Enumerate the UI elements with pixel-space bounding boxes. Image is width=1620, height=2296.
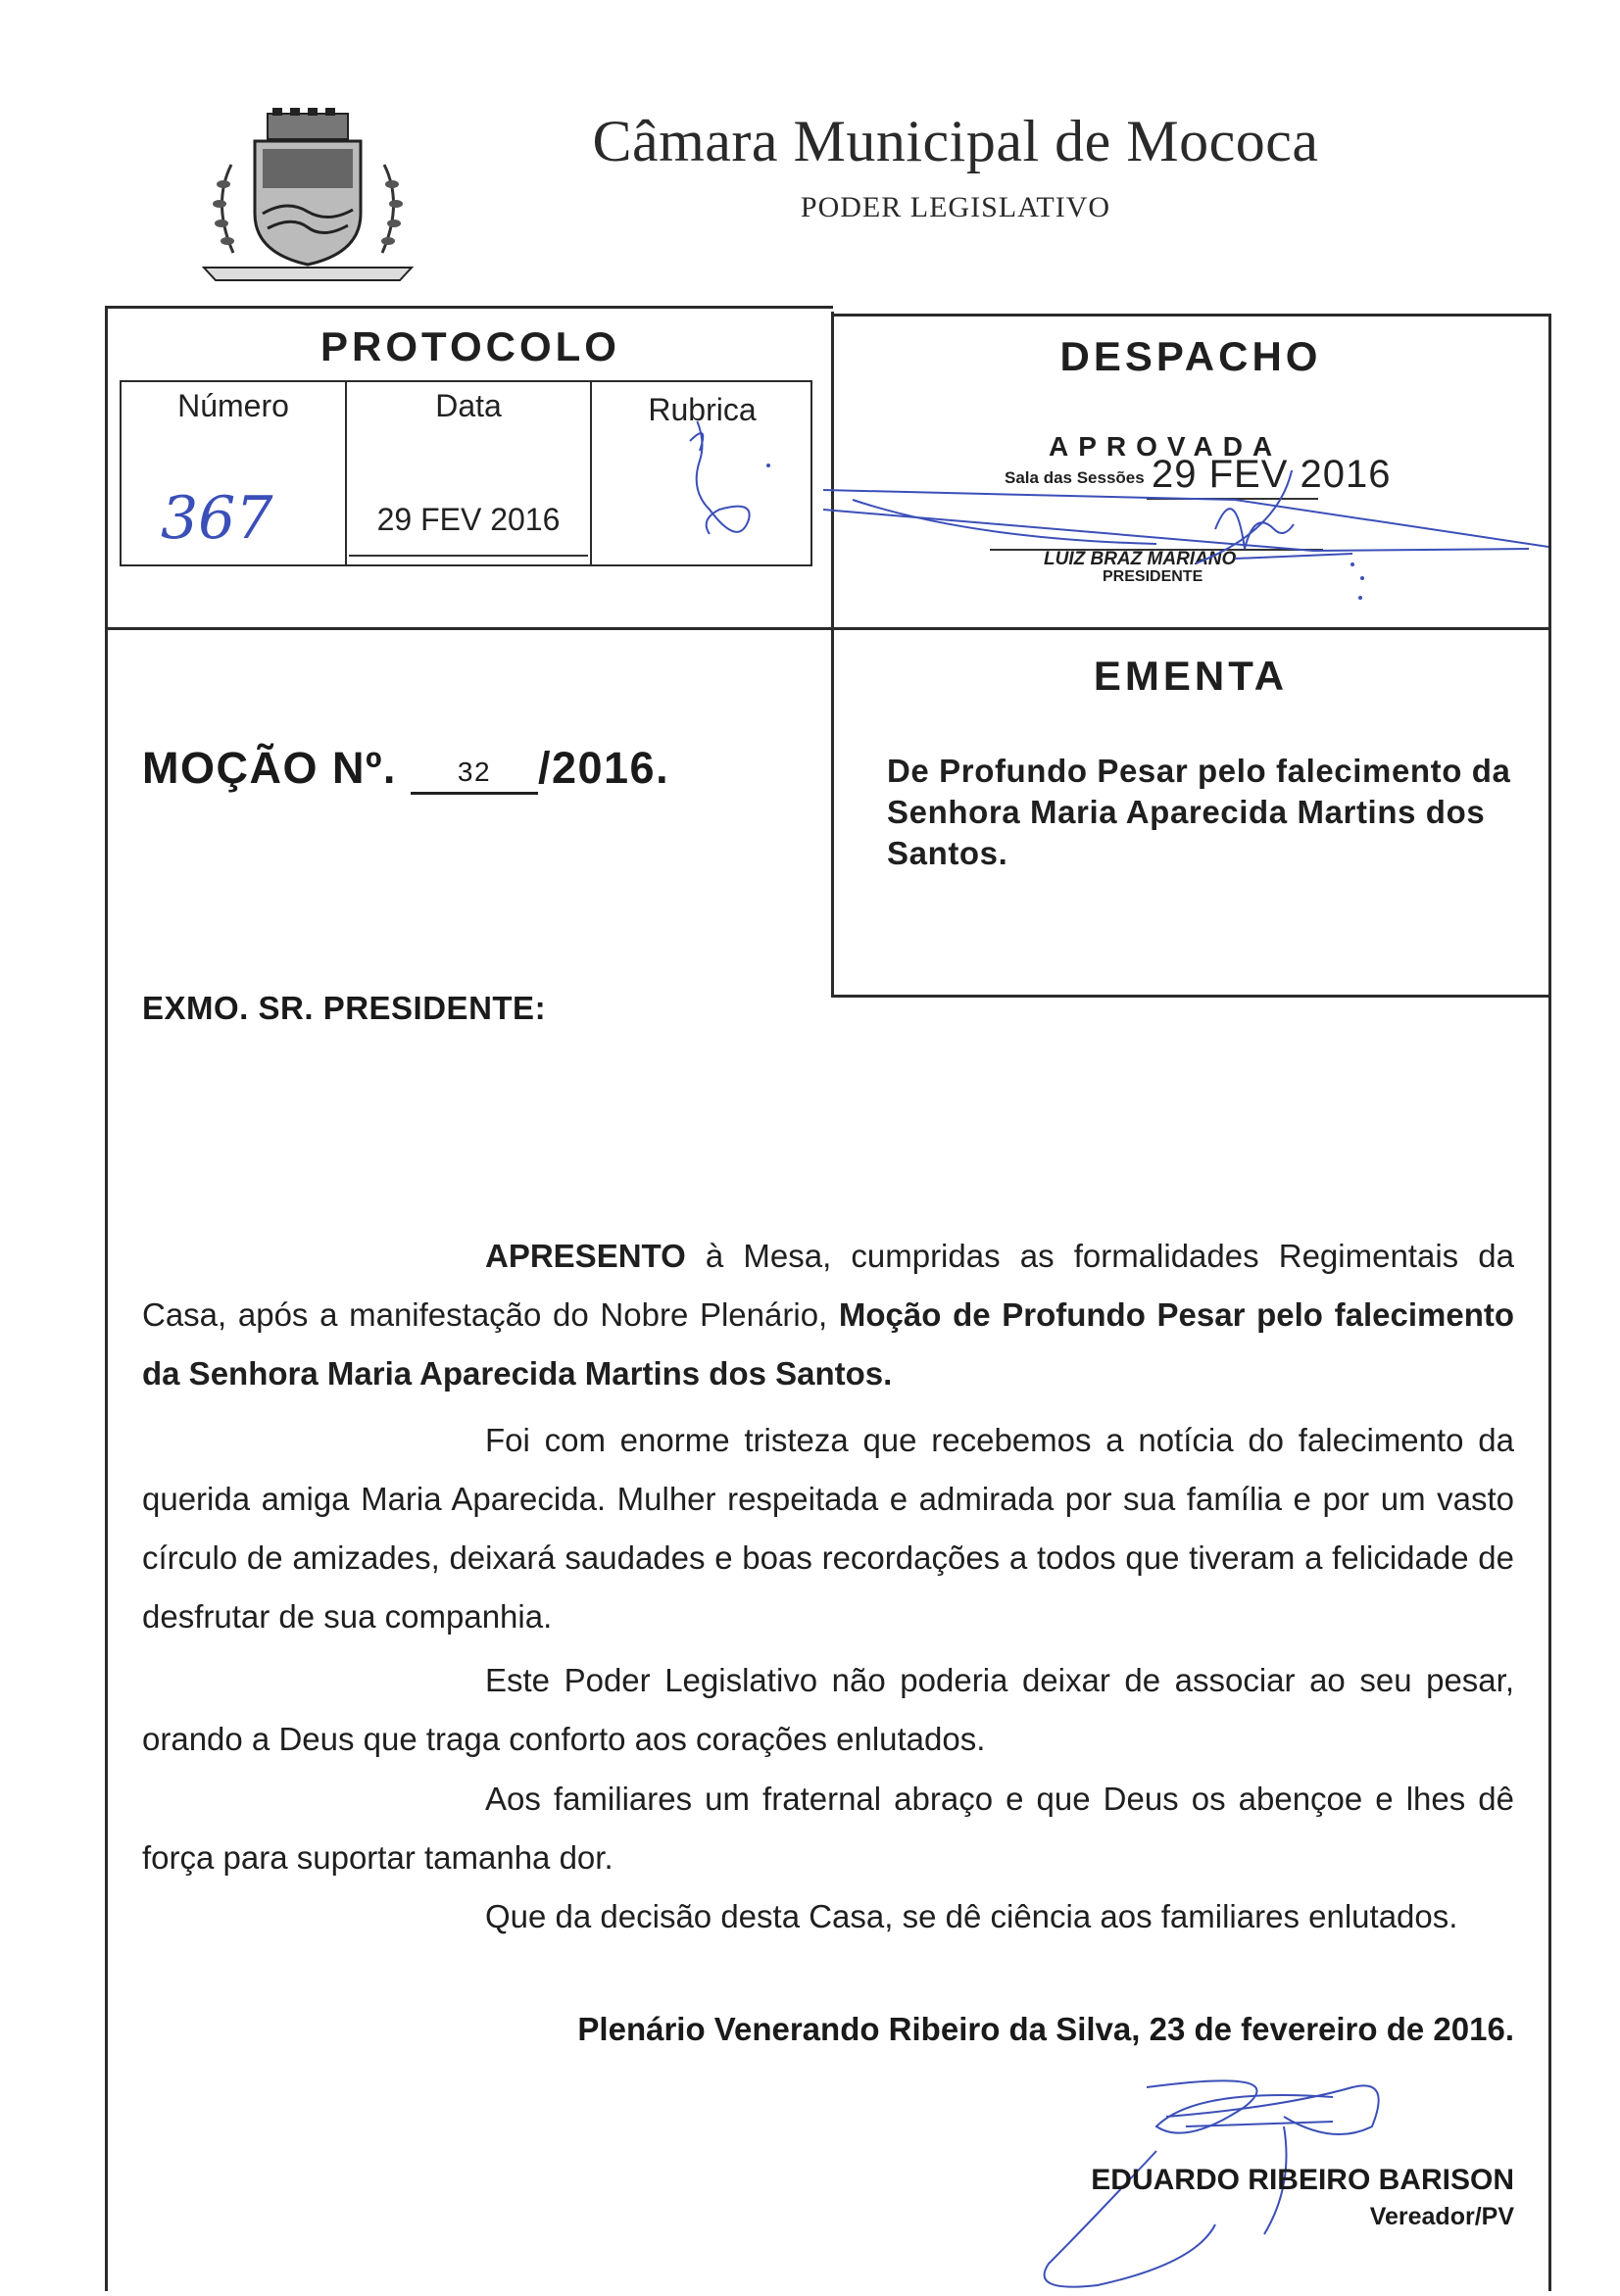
- mocao-year: /2016.: [537, 743, 670, 793]
- protocolo-header-data: Data: [435, 388, 502, 423]
- frame-divider-horizontal: [105, 627, 1551, 630]
- signer-role: Vereador/PV: [1369, 2203, 1514, 2230]
- stamp-aprovada: APROVADA: [1049, 431, 1283, 462]
- body-paragraph-1: [142, 1227, 1514, 1403]
- protocolo-header-rubrica: Rubrica: [648, 392, 757, 427]
- stamp-date: 29 FEV 2016: [1152, 453, 1392, 496]
- ementa-text: De Profundo Pesar pelo falecimento da Senhora Maria Aparecida Martins dos Santos.: [887, 753, 1511, 871]
- protocolo-table: [120, 380, 812, 566]
- body-p1-text: à Mesa, cumpridas as formalidades Regimentais da Casa, após a manifestação do Nobre Plenário,: [142, 1238, 1514, 1333]
- stamp-president-role: PRESIDENTE: [1103, 568, 1203, 585]
- mocao-number: 32: [411, 753, 538, 795]
- despacho-title: DESPACHO: [1059, 333, 1322, 379]
- body-paragraph-5: [142, 1887, 1514, 1946]
- body-p4-text: Aos familiares um fraternal abraço e que Deus os abençoe e lhes dê força para suportar tamanha dor.: [142, 1781, 1514, 1876]
- protocolo-header-numero: Número: [177, 388, 289, 423]
- body-paragraph-2: [142, 1411, 1514, 1646]
- despacho-pen-strokes-icon: [823, 470, 1548, 622]
- mocao-label: MOÇÃO Nº.: [142, 743, 397, 793]
- signer-name: EDUARDO RIBEIRO BARISON: [1091, 2164, 1514, 2196]
- institution-title: Câmara Municipal de Mococa: [592, 109, 1319, 173]
- body-p3-text: Este Poder Legislativo não poderia deixar de associar ao seu pesar, orando a Deus que traga conforto aos corações enlutados.: [142, 1662, 1514, 1757]
- frame-top-right: [833, 314, 1551, 317]
- municipal-crest-logo: [194, 106, 421, 282]
- protocolo-title: PROTOCOLO: [320, 323, 620, 369]
- rubrica-signature-icon: [670, 421, 788, 563]
- body-paragraph-4: [142, 1770, 1514, 1887]
- protocolo-numero-value: 367: [161, 484, 273, 553]
- stamp-president-name: LUIZ BRAZ MARIANO: [1044, 549, 1237, 569]
- salutation: EXMO. SR. PRESIDENTE:: [142, 990, 547, 1026]
- body-p1-bold: Moção de Profundo Pesar pelo falecimento da Senhora Maria Aparecida Martins dos Santos.: [142, 1296, 1514, 1392]
- body-p1-lead: APRESENTO: [485, 1238, 686, 1274]
- body-p2-text: Foi com enorme tristeza que recebemos a notícia do falecimento da querida amiga Maria Aparecida. Mulher respeitada e admirada por sua família e por um vasto círculo de amizades, deixará saudades e boas recordações a todos que tiveram a felicidade de desfrutar de sua companhia.: [142, 1422, 1514, 1635]
- frame-right-border: [1548, 314, 1551, 2291]
- frame-top-left: [105, 306, 833, 309]
- protocolo-data-underline: [349, 555, 588, 557]
- ementa-title: EMENTA: [1093, 653, 1289, 699]
- protocolo-data-value: 29 FEV 2016: [376, 502, 561, 537]
- stamp-sala-label: Sala das Sessões: [1005, 468, 1145, 487]
- body-paragraph-3: [142, 1651, 1514, 1769]
- institution-subtitle: PODER LEGISLATIVO: [800, 191, 1111, 223]
- closing-line: Plenário Venerando Ribeiro da Silva, 23 de fevereiro de 2016.: [577, 2011, 1514, 2047]
- body-p5-text: Que da decisão desta Casa, se dê ciência aos familiares enlutados.: [485, 1898, 1458, 1934]
- ementa-box-bottom: [831, 995, 1551, 998]
- mocao-heading: [142, 743, 669, 795]
- frame-left-border: [105, 306, 108, 2291]
